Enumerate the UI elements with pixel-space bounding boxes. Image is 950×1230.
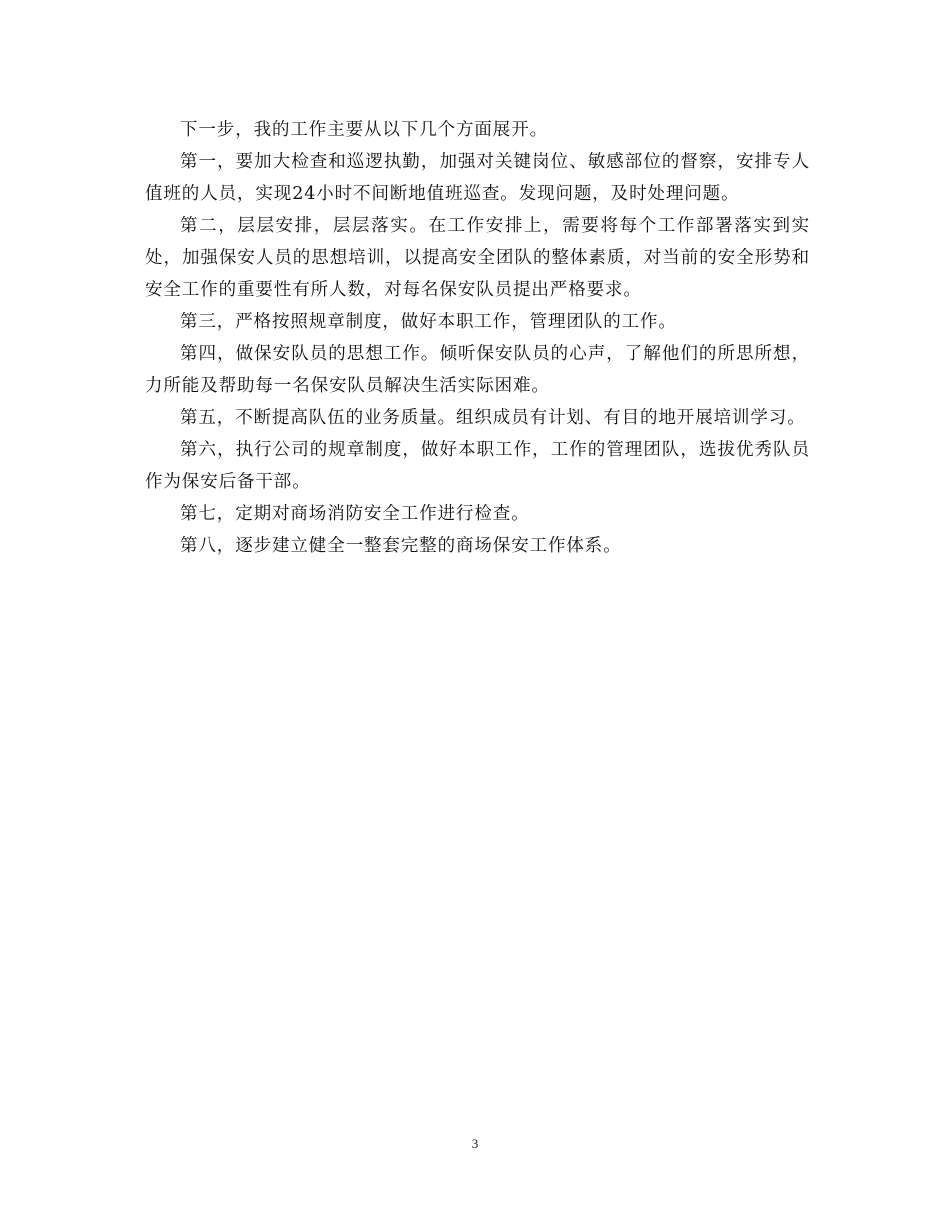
paragraph-item-1: 第一，要加大检查和巡逻执勤，加强对关键岗位、敏感部位的督察，安排专人值班的人员，实现24小时不间断地值班巡查。发现问题，及时处理问题。 xyxy=(145,152,810,204)
page-number: 3 xyxy=(471,1136,479,1151)
paragraph-item-5: 第五，不断提高队伍的业务质量。组织成员有计划、有目的地开展培训学习。 xyxy=(180,408,806,428)
paragraph-item-7: 第七，定期对商场消防安全工作进行检查。 xyxy=(180,504,530,524)
paragraph-item-3: 第三，严格按照规章制度，做好本职工作，管理团队的工作。 xyxy=(180,312,677,332)
paragraph-intro: 下一步，我的工作主要从以下几个方面展开。 xyxy=(180,120,548,140)
paragraph-item-2: 第二，层层安排，层层落实。在工作安排上，需要将每个工作部署落实到实处，加强保安人员的思想培训，以提高安全团队的整体素质，对当前的安全形势和安全工作的重要性有所人数，对每名保安队员提出严格要求。 xyxy=(145,216,810,300)
document-body xyxy=(145,114,810,562)
paragraph-item-4: 第四，做保安队员的思想工作。倾听保安队员的心声，了解他们的所思所想，力所能及帮助每一名保安队员解决生活实际困难。 xyxy=(145,344,810,396)
paragraph-item-6: 第六，执行公司的规章制度，做好本职工作，工作的管理团队，选拔优秀队员作为保安后备干部。 xyxy=(145,440,810,492)
paragraph-item-8: 第八，逐步建立健全一整套完整的商场保安工作体系。 xyxy=(180,536,622,556)
